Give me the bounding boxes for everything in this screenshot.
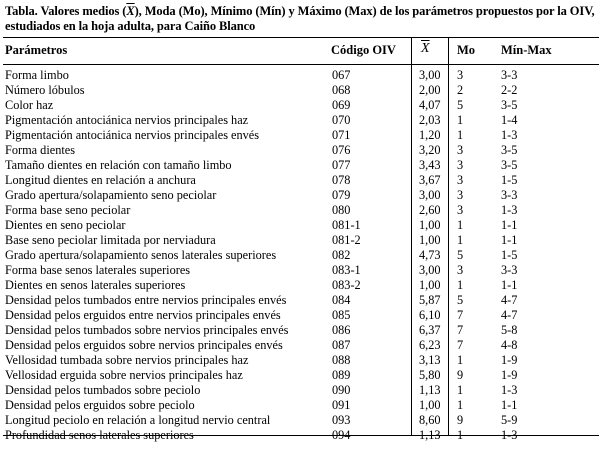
table-row (0, 323, 604, 338)
cell-code: 090 (332, 383, 351, 397)
table-row (0, 263, 604, 278)
table-row (0, 278, 604, 293)
cell-param: Densidad pelos tumbados entre nervios principales envés (5, 293, 287, 307)
cell-mo: 1 (457, 383, 464, 397)
cell-param: Color haz (5, 98, 54, 112)
cell-code: 069 (332, 98, 351, 112)
table-header (0, 41, 604, 61)
cell-param: Número lóbulos (5, 83, 85, 97)
cell-mean: 6,23 (419, 338, 441, 352)
cell-minmax: 1-1 (501, 278, 518, 292)
cell-mo: 1 (457, 113, 464, 127)
cell-mo: 3 (457, 173, 464, 187)
cell-mean: 2,00 (419, 83, 441, 97)
cell-param: Pigmentación antociánica nervios principales haz (5, 113, 249, 127)
cell-minmax: 4-8 (501, 338, 518, 352)
table-row (0, 188, 604, 203)
cell-mo: 3 (457, 158, 464, 172)
cell-mean: 1,00 (419, 278, 441, 292)
cell-code: 087 (332, 338, 351, 352)
table-caption (5, 4, 599, 34)
cell-code: 083-1 (332, 263, 361, 277)
cell-mo: 3 (457, 263, 464, 277)
cell-code: 078 (332, 173, 351, 187)
table-row (0, 68, 604, 83)
header-code: Código OIV (331, 43, 396, 57)
header-top-rule (3, 37, 599, 38)
cell-param: Profundidad senos laterales superiores (5, 428, 194, 442)
cell-minmax: 3-3 (501, 68, 518, 82)
cell-code: 089 (332, 368, 351, 382)
cell-code: 077 (332, 158, 351, 172)
cell-param: Longitud peciolo en relación a longitud nervio central (5, 413, 271, 427)
table-row (0, 218, 604, 233)
cell-mo: 1 (457, 233, 464, 247)
header-mean: $\overline{X}$ (421, 41, 430, 56)
cell-minmax: 4-7 (501, 293, 518, 307)
cell-param: Tamaño dientes en relación con tamaño limbo (5, 158, 232, 172)
cell-code: 083-2 (332, 278, 361, 292)
cell-mo: 1 (457, 278, 464, 292)
cell-mo: 7 (457, 323, 464, 337)
cell-mean: 3,43 (419, 158, 441, 172)
cell-param: Densidad pelos erguidos entre nervios principales envés (5, 308, 281, 322)
table-row (0, 353, 604, 368)
cell-minmax: 1-4 (501, 113, 518, 127)
cell-code: 081-2 (332, 233, 361, 247)
cell-minmax: 3-3 (501, 188, 518, 202)
cell-minmax: 1-1 (501, 233, 518, 247)
cell-param: Forma dientes (5, 143, 76, 157)
cell-code: 080 (332, 203, 351, 217)
cell-mean: 5,80 (419, 368, 441, 382)
cell-code: 068 (332, 83, 351, 97)
table-row (0, 248, 604, 263)
cell-mo: 7 (457, 308, 464, 322)
cell-mo: 1 (457, 128, 464, 142)
cell-code: 094 (332, 428, 351, 442)
cell-mean: 6,10 (419, 308, 441, 322)
table-row (0, 173, 604, 188)
cell-param: Vellosidad tumbada sobre nervios principales haz (5, 353, 249, 367)
cell-param: Densidad pelos tumbados sobre peciolo (5, 383, 201, 397)
cell-minmax: 1-3 (501, 128, 518, 142)
header-mo: Mo (457, 43, 476, 57)
cell-mean: 3,00 (419, 68, 441, 82)
cell-minmax: 3-5 (501, 98, 518, 112)
cell-mo: 1 (457, 398, 464, 412)
cell-minmax: 1-9 (501, 368, 518, 382)
cell-mo: 3 (457, 68, 464, 82)
cell-param: Forma base seno peciolar (5, 203, 131, 217)
cell-mean: 2,03 (419, 113, 441, 127)
table-row (0, 113, 604, 128)
cell-mo: 5 (457, 248, 464, 262)
table-row (0, 98, 604, 113)
cell-mo: 1 (457, 353, 464, 367)
table-row (0, 338, 604, 353)
cell-mo: 1 (457, 428, 464, 442)
header-bottom-rule (3, 64, 599, 65)
cell-mean: 1,13 (419, 428, 441, 442)
cell-minmax: 1-1 (501, 218, 518, 232)
cell-code: 079 (332, 188, 351, 202)
cell-mo: 5 (457, 293, 464, 307)
cell-mo: 2 (457, 83, 464, 97)
cell-mean: 1,00 (419, 218, 441, 232)
cell-minmax: 2-2 (501, 83, 518, 97)
table-row (0, 143, 604, 158)
cell-param: Densidad pelos erguidos sobre peciolo (5, 398, 195, 412)
cell-code: 085 (332, 308, 351, 322)
cell-param: Base seno peciolar limitada por nerviadura (5, 233, 216, 247)
cell-mean: 4,73 (419, 248, 441, 262)
cell-mo: 7 (457, 338, 464, 352)
table-row (0, 398, 604, 413)
cell-param: Vellosidad erguida sobre nervios principales haz (5, 368, 243, 382)
cell-minmax: 1-9 (501, 353, 518, 367)
cell-code: 086 (332, 323, 351, 337)
cell-minmax: 3-5 (501, 158, 518, 172)
table-row (0, 383, 604, 398)
cell-code: 082 (332, 248, 351, 262)
cell-minmax: 3-5 (501, 143, 518, 157)
cell-mo: 3 (457, 143, 464, 157)
cell-code: 084 (332, 293, 351, 307)
cell-mo: 9 (457, 368, 464, 382)
cell-mo: 3 (457, 188, 464, 202)
cell-mean: 3,13 (419, 353, 441, 367)
cell-code: 071 (332, 128, 351, 142)
cell-param: Densidad pelos tumbados sobre nervios principales envés (5, 323, 289, 337)
cell-mo: 1 (457, 218, 464, 232)
cell-mean: 2,60 (419, 203, 441, 217)
cell-code: 067 (332, 68, 351, 82)
cell-mean: 4,07 (419, 98, 441, 112)
cell-code: 088 (332, 353, 351, 367)
cell-param: Grado apertura/solapamiento senos laterales superiores (5, 248, 277, 262)
cell-mean: 6,37 (419, 323, 441, 337)
cell-param: Pigmentación antociánica nervios principales envés (5, 128, 260, 142)
table-row (0, 233, 604, 248)
cell-param: Longitud dientes en relación a anchura (5, 173, 196, 187)
caption-xbar: $\overline{X}$ (126, 4, 135, 18)
table-row (0, 293, 604, 308)
cell-code: 081-1 (332, 218, 361, 232)
cell-mean: 3,00 (419, 188, 441, 202)
header-param: Parámetros (5, 43, 68, 57)
cell-minmax: 1-5 (501, 248, 518, 262)
table-row (0, 203, 604, 218)
cell-minmax: 3-3 (501, 263, 518, 277)
caption-part1: Tabla. Valores medios ( (5, 4, 127, 18)
cell-mo: 5 (457, 98, 464, 112)
cell-code: 070 (332, 113, 351, 127)
cell-param: Grado apertura/solapamiento seno peciolar (5, 188, 217, 202)
cell-mo: 3 (457, 203, 464, 217)
cell-minmax: 5-9 (501, 413, 518, 427)
cell-mean: 1,00 (419, 398, 441, 412)
cell-mean: 8,60 (419, 413, 441, 427)
cell-minmax: 4-7 (501, 308, 518, 322)
table-row (0, 308, 604, 323)
caption-part2: ), Moda (Mo), Mínimo (Mín) y Máximo (Max) de los parámetros propuestos por la OIV, estudiados en la hoja adulta, para Caiño Blanco (5, 4, 595, 33)
cell-mo: 9 (457, 413, 464, 427)
cell-mean: 3,67 (419, 173, 441, 187)
table-row (0, 128, 604, 143)
cell-param: Densidad pelos erguidos sobre nervios principales envés (5, 338, 283, 352)
cell-param: Forma base senos laterales superiores (5, 263, 191, 277)
cell-mean: 1,13 (419, 383, 441, 397)
table-row (0, 83, 604, 98)
table-row (0, 413, 604, 428)
cell-param: Dientes en senos laterales superiores (5, 278, 186, 292)
cell-minmax: 1-5 (501, 173, 518, 187)
table-row (0, 368, 604, 383)
cell-code: 091 (332, 398, 351, 412)
cell-mean: 1,00 (419, 233, 441, 247)
cell-minmax: 1-1 (501, 398, 518, 412)
table-bottom-rule (3, 435, 599, 436)
cell-mean: 1,20 (419, 128, 441, 142)
table-row (0, 158, 604, 173)
cell-minmax: 1-3 (501, 203, 518, 217)
cell-mean: 3,00 (419, 263, 441, 277)
table-body (0, 68, 604, 443)
cell-param: Forma limbo (5, 68, 69, 82)
cell-minmax: 5-8 (501, 323, 518, 337)
cell-minmax: 1-3 (501, 428, 518, 442)
cell-code: 093 (332, 413, 351, 427)
cell-param: Dientes en seno peciolar (5, 218, 126, 232)
cell-mean: 3,20 (419, 143, 441, 157)
cell-code: 076 (332, 143, 351, 157)
header-minmax: Mín-Max (501, 43, 552, 57)
cell-mean: 5,87 (419, 293, 441, 307)
cell-minmax: 1-3 (501, 383, 518, 397)
